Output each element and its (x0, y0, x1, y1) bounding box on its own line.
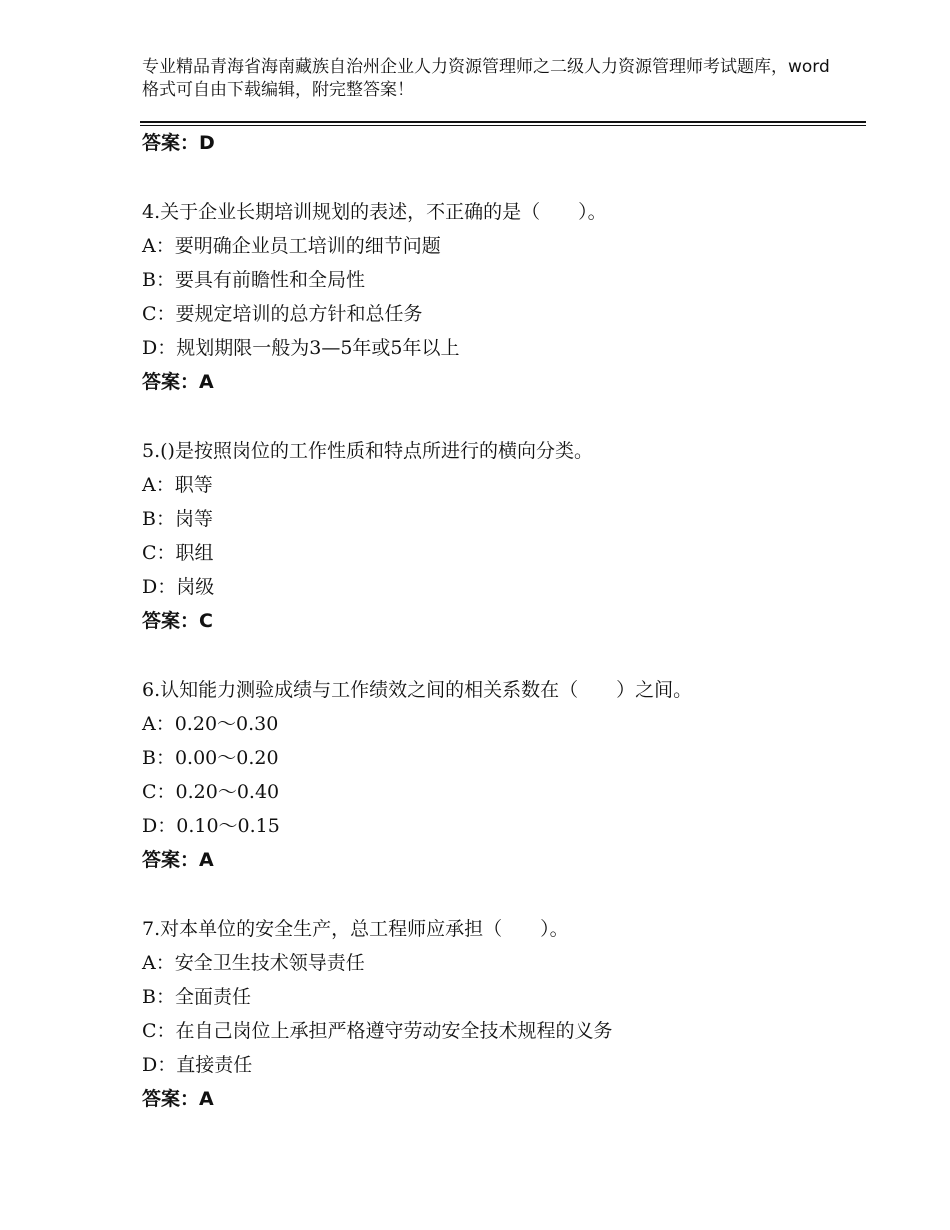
question-4-stem: 4.关于企业长期培训规划的表述，不正确的是（ ）。 (142, 201, 607, 223)
question-5-answer: 答案：C (142, 610, 213, 632)
question-7-option-a: A：安全卫生技术领导责任 (142, 952, 365, 974)
document-header: 专业精品青海省海南藏族自治州企业人力资源管理师之二级人力资源管理师考试题库，word格式可自由下载编辑，附完整答案！ (142, 57, 830, 100)
question-6-stem: 6.认知能力测验成绩与工作绩效之间的相关系数在（ ）之间。 (142, 679, 693, 701)
question-7-stem: 7.对本单位的安全生产，总工程师应承担（ ）。 (142, 918, 569, 940)
question-5-option-d: D：岗级 (142, 576, 215, 598)
question-4-answer: 答案：A (142, 371, 214, 393)
question-4-option-c: C：要规定培训的总方针和总任务 (142, 303, 423, 325)
question-4-option-b: B：要具有前瞻性和全局性 (142, 269, 365, 291)
question-7-option-b: B：全面责任 (142, 986, 251, 1008)
header-rule-thick (140, 121, 866, 123)
question-7-option-d: D：直接责任 (142, 1054, 253, 1076)
question-7-option-c: C：在自己岗位上承担严格遵守劳动安全技术规程的义务 (142, 1020, 613, 1042)
question-6-answer: 答案：A (142, 849, 214, 871)
question-5-stem: 5.()是按照岗位的工作性质和特点所进行的横向分类。 (142, 440, 593, 462)
header-rule-thin (140, 125, 866, 126)
question-5-option-c: C：职组 (142, 542, 214, 564)
question-5-option-b: B：岗等 (142, 508, 213, 530)
question-6-option-d: D：0.10～0.15 (142, 815, 280, 837)
question-6-option-c: C：0.20～0.40 (142, 781, 280, 803)
question-6-option-b: B：0.00～0.20 (142, 747, 279, 769)
question-4-option-d: D：规划期限一般为3—5年或5年以上 (142, 337, 460, 359)
question-5-option-a: A：职等 (142, 474, 213, 496)
previous-answer: 答案：D (142, 132, 215, 154)
question-6-option-a: A：0.20～0.30 (142, 713, 279, 735)
question-7-answer: 答案：A (142, 1088, 214, 1110)
question-4-option-a: A：要明确企业员工培训的细节问题 (142, 235, 441, 257)
